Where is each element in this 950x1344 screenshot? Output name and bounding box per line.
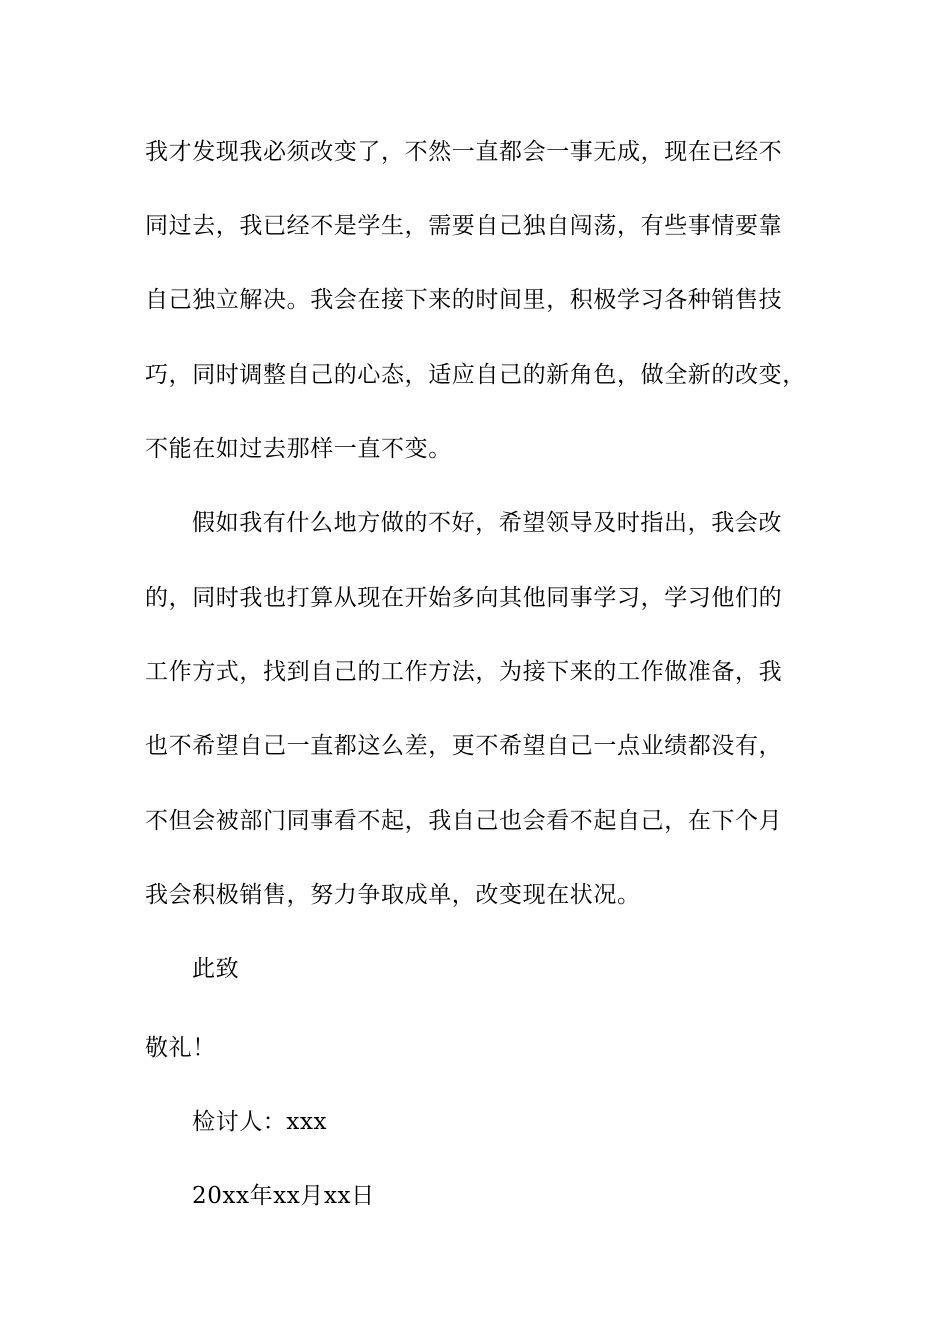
- paragraph-line: 不但会被部门同事看不起，我自己也会看不起自己，在下个月: [145, 808, 783, 834]
- date-text: 20xx年xx月xx日: [192, 1183, 375, 1209]
- paragraph-line: 假如我有什么地方做的不好，希望领导及时指出，我会改: [192, 510, 782, 536]
- paragraph-line: 工作方式，找到自己的工作方法，为接下来的工作做准备，我: [145, 659, 783, 685]
- paragraph-line: 的，同时我也打算从现在开始多向其他同事学习，学习他们的: [145, 585, 783, 611]
- closing-text: 此致: [192, 956, 240, 982]
- paragraph-line: 我才发现我必须改变了，不然一直都会一事无成，现在已经不: [145, 139, 783, 165]
- paragraph-line: 巧，同时调整自己的心态，适应自己的新角色，做全新的改变，: [145, 362, 806, 388]
- paragraph-line: 我会积极销售，努力争取成单，改变现在状况。: [145, 882, 641, 908]
- signer-text: 检讨人：xxx: [192, 1109, 328, 1135]
- paragraph-line: 也不希望自己一直都这么差，更不希望自己一点业绩都没有，: [145, 733, 783, 759]
- paragraph-line: 同过去，我已经不是学生，需要自己独自闯荡，有些事情要靠: [145, 213, 783, 239]
- paragraph-line: 不能在如过去那样一直不变。: [145, 436, 452, 462]
- salutation-text: 敬礼！: [145, 1035, 216, 1061]
- paragraph-line: 自己独立解决。我会在接下来的时间里，积极学习各种销售技: [145, 287, 783, 313]
